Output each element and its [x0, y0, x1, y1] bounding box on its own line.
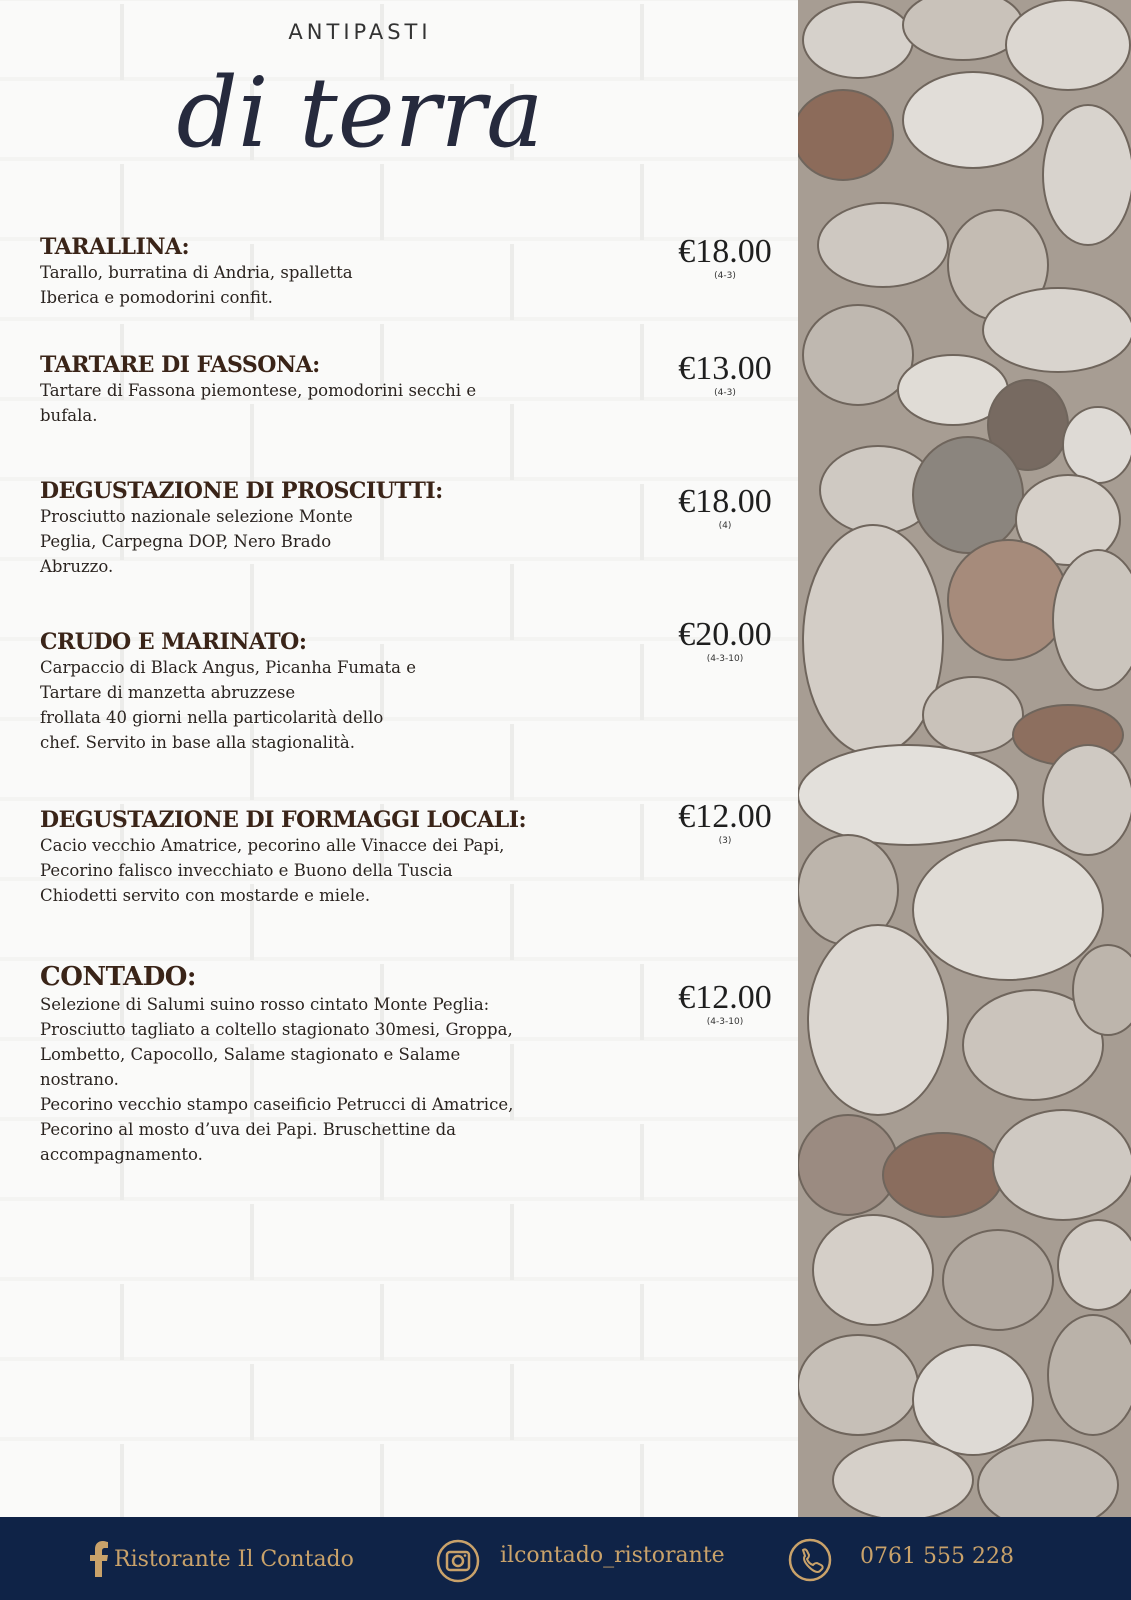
- pebbles-photo: [798, 0, 1131, 1517]
- item-price-block: [650, 799, 800, 847]
- item-price: €18.00: [678, 233, 772, 270]
- footer-bar: [0, 1517, 1131, 1600]
- item-name: DEGUSTAZIONE DI FORMAGGI LOCALI:: [40, 807, 527, 833]
- svg-text:di terra: di terra: [176, 57, 544, 169]
- allergen-codes: (4-3): [714, 271, 736, 281]
- allergen-codes: (4-3-10): [706, 1017, 744, 1027]
- item-price: €20.00: [678, 616, 772, 653]
- allergen-codes: (3): [718, 836, 732, 846]
- item-description: Tartare di Fassona piemontese, pomodorini secchi e bufala.: [40, 381, 477, 425]
- item-price: €12.00: [678, 798, 772, 835]
- item-name: TARALLINA:: [40, 234, 190, 260]
- allergen-codes: (4): [718, 521, 732, 531]
- facebook-icon[interactable]: [90, 1541, 108, 1577]
- section-subtitle: ANTIPASTI: [288, 20, 432, 44]
- menu-item: [40, 352, 580, 428]
- item-description: Prosciutto nazionale selezione Monte Peglia, Carpegna DOP, Nero Brado Abruzzo.: [40, 507, 353, 576]
- item-description: Selezione di Salumi suino rosso cintato Monte Peglia: Prosciutto tagliato a coltello stagionato 30mesi, Groppa, Lombetto, Capocollo, Salame stagionato e Salame nostrano. Pecorino vecchio stampo caseificio Petrucci di Amatrice, Pecorino al mosto d’uva dei Papi. Bruschettine da accompagnamento.: [40, 995, 514, 1164]
- menu-heading: [140, 20, 580, 180]
- item-price: €12.00: [678, 979, 772, 1016]
- instagram-link[interactable]: ilcontado_ristorante: [500, 1543, 725, 1568]
- item-description: Carpaccio di Black Angus, Picanha Fumata e Tartare di manzetta abruzzese frollata 40 giorni nella particolarità dello chef. Servito in base alla stagionalità.: [40, 658, 417, 752]
- menu-item: [40, 234, 580, 310]
- item-description: Cacio vecchio Amatrice, pecorino alle Vinacce dei Papi, Pecorino falisco invecchiato e Buono della Tuscia Chiodetti servito con mostarde e miele.: [40, 836, 505, 905]
- phone-number[interactable]: 0761 555 228: [860, 1544, 1014, 1569]
- item-price-block: [650, 980, 800, 1028]
- allergen-codes: (4-3): [714, 388, 736, 398]
- facebook-link[interactable]: Ristorante Il Contado: [114, 1547, 354, 1572]
- item-price-block: [650, 617, 800, 665]
- item-name: DEGUSTAZIONE DI PROSCIUTTI:: [40, 478, 443, 504]
- item-name: CRUDO E MARINATO:: [40, 629, 307, 655]
- instagram-icon[interactable]: [436, 1539, 480, 1583]
- section-title: [140, 38, 580, 188]
- item-price-block: [650, 351, 800, 399]
- menu-item: [40, 962, 580, 1167]
- item-description: Tarallo, burratina di Andria, spalletta Iberica e pomodorini confit.: [40, 263, 353, 307]
- item-price-block: [650, 234, 800, 282]
- allergen-codes: (4-3-10): [706, 654, 744, 664]
- menu-item: [40, 478, 580, 579]
- item-price: €18.00: [678, 483, 772, 520]
- menu-item: [40, 807, 580, 908]
- item-name: CONTADO:: [40, 962, 196, 992]
- menu-item: [40, 629, 580, 755]
- item-price-block: [650, 484, 800, 532]
- item-name: TARTARE DI FASSONA:: [40, 352, 320, 378]
- phone-icon[interactable]: [788, 1538, 832, 1582]
- item-price: €13.00: [678, 350, 772, 387]
